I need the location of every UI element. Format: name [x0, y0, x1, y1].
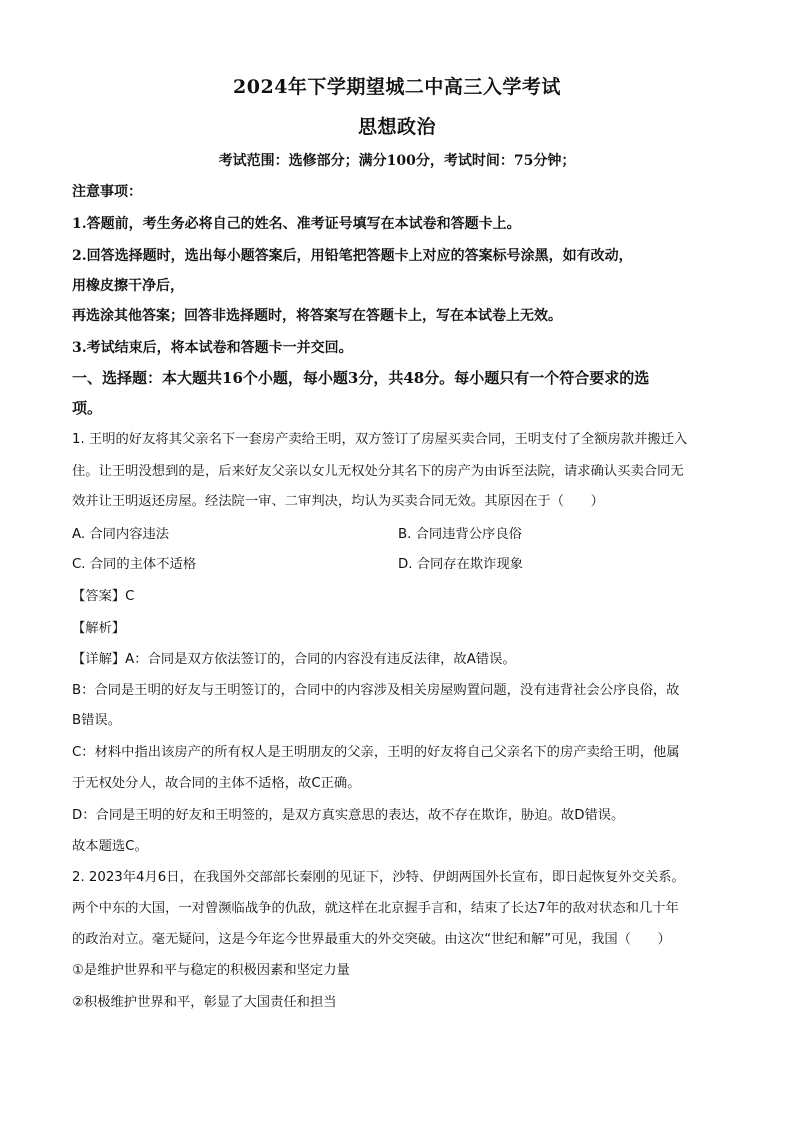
q1-analysis-label: 【解析】: [72, 621, 126, 636]
q1-detail-c-line-1: C：材料中指出该房产的所有权人是王明朋友的父亲，王明的好友将自己父亲名下的房产卖给王明，他属: [72, 745, 680, 760]
q1-stem-line-3: 效并让王明返还房屋。经法院一审、二审判决，均认为买卖合同无效。其原因在于（ ）: [72, 494, 604, 509]
subject-title: 思想政治: [357, 116, 436, 138]
q1-option-a: A. 合同内容违法: [72, 527, 170, 542]
section-heading-line-1: 一、选择题：本大题共16个小题，每小题3分，共48分。每小题只有一个符合要求的选: [72, 369, 650, 387]
q1-detail-a: 【详解】A：合同是双方依法签订的，合同的内容没有违反法律，故A错误。: [72, 652, 516, 667]
notice-heading: 注意事项：: [72, 184, 142, 200]
q1-detail-d: D：合同是王明的好友和王明签的，是双方真实意思的表达，故不存在欺诈，胁迫。故D错误。: [72, 808, 625, 823]
section-heading-line-2: 项。: [72, 399, 103, 417]
q1-detail-b-line-1: B：合同是王明的好友与王明签订的，合同中的内容涉及相关房屋购置问题，没有违背社会公序良俗，故: [72, 683, 680, 698]
q2-stem-line-2: 两个中东的大国，一对曾濒临战争的仇敌，就这样在北京握手言和，结束了长达7年的敌对状态和几十年: [72, 901, 679, 916]
q1-conclusion: 故本题选C。: [72, 839, 148, 854]
exam-info: 考试范围：选修部分；满分100分，考试时间：75分钟；: [218, 153, 576, 169]
q1-stem-line-1: 1. 王明的好友将其父亲名下一套房产卖给王明，双方签订了房屋买卖合同，王明支付了全额房款并搬迁入: [72, 432, 688, 447]
q1-option-b: B. 合同违背公序良俗: [398, 527, 522, 542]
q1-stem-line-2: 住。让王明没想到的是，后来好友父亲以女儿无权处分其名下的房产为由诉至法院，请求确认买卖合同无: [72, 464, 684, 479]
q1-option-d: D. 合同存在欺诈现象: [398, 557, 524, 572]
q2-item-2: ②积极维护世界和平，彰显了大国责任和担当: [72, 995, 337, 1010]
q1-detail-c-line-2: 于无权处分人，故合同的主体不适格，故C正确。: [72, 776, 361, 791]
q1-detail-b-line-2: B错误。: [72, 713, 122, 728]
q2-item-1: ①是维护世界和平与稳定的积极因素和坚定力量: [72, 963, 350, 978]
q1-answer: 【答案】C: [72, 589, 135, 604]
exam-title: 2024年下学期望城二中高三入学考试: [233, 76, 561, 98]
q2-stem-line-1: 2. 2023年4月6日，在我国外交部部长秦刚的见证下，沙特、伊朗两国外长宣布，即日起恢复外交关系。: [72, 870, 685, 885]
notice-item-2-line-3: 再选涂其他答案；回答非选择题时，将答案写在答题卡上，写在本试卷上无效。: [72, 308, 562, 324]
notice-item-1: 1.答题前，考生务必将自己的姓名、准考证号填写在本试卷和答题卡上。: [72, 216, 521, 232]
notice-item-3: 3.考试结束后，将本试卷和答题卡一并交回。: [72, 340, 353, 356]
q1-option-c: C. 合同的主体不适格: [72, 557, 197, 572]
q2-stem-line-3: 的政治对立。毫无疑问，这是今年迄今世界最重大的外交突破。由这次“世纪和解”可见，我国（ ）: [72, 932, 671, 947]
notice-item-2-line-1: 2.回答选择题时，选出每小题答案后，用铅笔把答题卡上对应的答案标号涂黑，如有改动，: [72, 248, 633, 264]
notice-item-2-line-2: 用橡皮擦干净后，: [72, 278, 184, 294]
